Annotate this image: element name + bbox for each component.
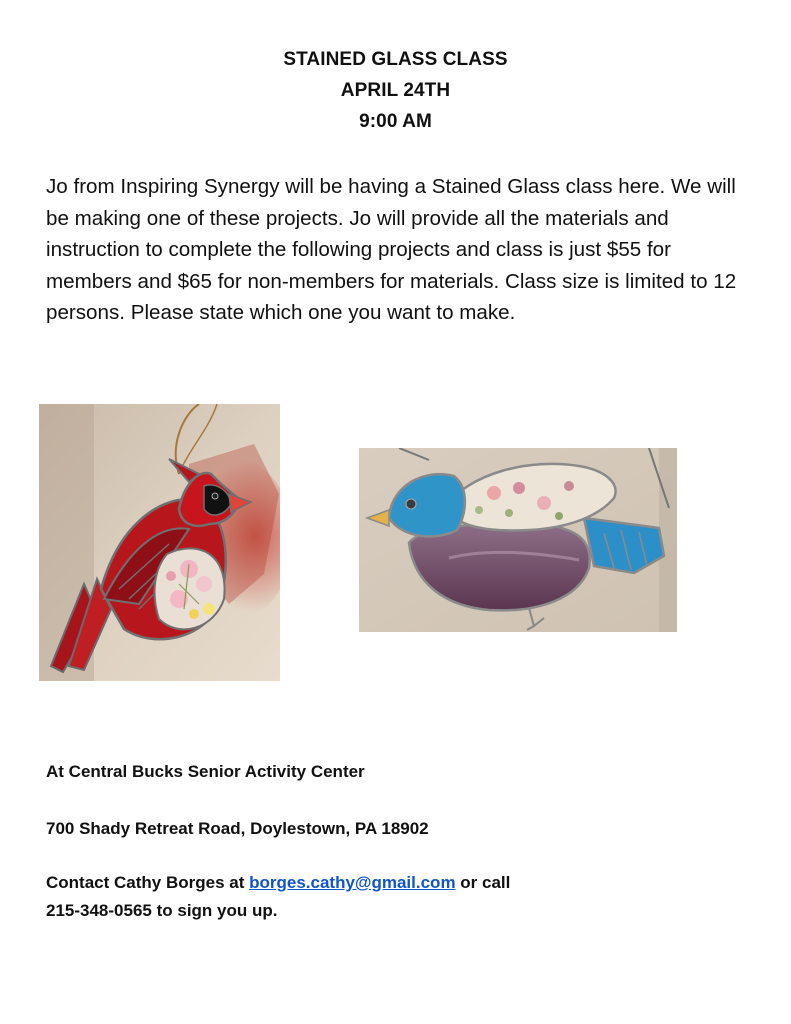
- contact-prefix: Contact Cathy Borges at: [46, 873, 250, 892]
- contact-line: [46, 869, 510, 925]
- location-line: At Central Bucks Senior Activity Center: [46, 762, 365, 781]
- email-link[interactable]: borges.cathy@gmail.com: [249, 873, 456, 892]
- address-line: 700 Shady Retreat Road, Doylestown, PA 18902: [46, 819, 429, 838]
- page-title: STAINED GLASS CLASS: [283, 49, 508, 70]
- bluebird-photo: [359, 448, 677, 632]
- class-time: 9:00 AM: [359, 111, 432, 132]
- class-description: Jo from Inspiring Synergy will be having a Stained Glass class here. We will be making one of these projects. Jo will provide all the materials and instruction to complete the following projects and class is just $55 for members and $65 for non-members for materials. Class size is limited to 12 persons. Please state which one you want to make.: [46, 175, 737, 324]
- contact-after-email: or call: [455, 873, 511, 892]
- class-date: APRIL 24TH: [340, 80, 451, 101]
- contact-phone-line: 215-348-0565 to sign you up.: [46, 901, 278, 920]
- cardinal-photo: [39, 404, 280, 681]
